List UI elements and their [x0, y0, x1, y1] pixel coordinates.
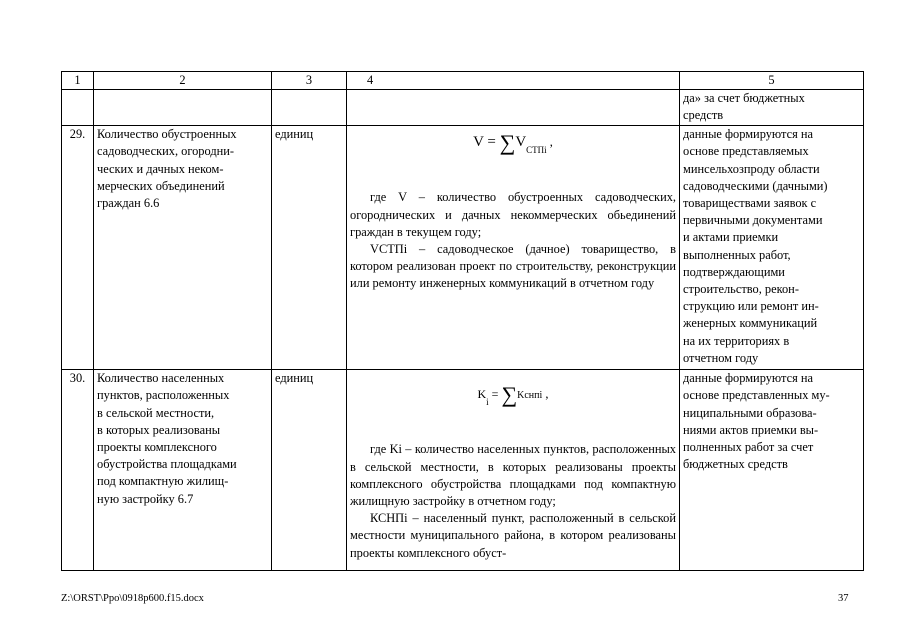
- indicator-name: Количество обустроенных садоводческих, огородни- ческих и дачных неком- мерческих объединений граждан 6.6: [94, 126, 272, 370]
- table-row-continued: [62, 90, 864, 126]
- col-1-header: 1: [62, 72, 94, 90]
- method-text-2: VСТПi – садоводческое (дачное) товарищество, в котором реализован проект по строительству, реконструкции или ремонту инженерных коммуникаций в отчетном году: [350, 242, 676, 291]
- source-cell: данные формируются на основе представленных му- ниципальными образова- ниями актов приемки вы- полненных работ за счет бюджетных средств: [680, 370, 864, 571]
- col-3-header: 3: [272, 72, 347, 90]
- file-path: Z:\ORST\Ppo\0918p600.f15.docx: [61, 593, 204, 604]
- indicator-name: Количество населенных пунктов, расположенных в сельской местности, в которых реализованы проекты комплексного обустройства площадками под компактную жилищ- ную застройку 6.7: [94, 370, 272, 571]
- method-cell: [347, 370, 680, 571]
- col-4-header: 4: [347, 72, 680, 90]
- col-2-header: 2: [94, 72, 272, 90]
- method-cell: [347, 126, 680, 370]
- method-text-1: где V – количество обустроенных садоводческих, огороднических и дачных некоммерческих обьединений граждан в текущем году;: [350, 190, 676, 239]
- source-cell: данные формируются на основе представляемых минсельхозпроду области садоводческими (дачными) товариществами заявок с первичными документами и актами приемки выполненных работ, подтверждающими строительство, рекон- струкцию или ремонт ин- женерных коммуникаций на их территориях в отчетном году: [680, 126, 864, 370]
- unit-cell: единиц: [272, 126, 347, 370]
- source-cell: да» за счет бюджетных средств: [680, 90, 864, 126]
- formula: $V = \sum V_{СТПi}$ ,: [473, 130, 553, 156]
- row-number: 30.: [62, 370, 94, 571]
- col-5-header: 5: [680, 72, 864, 90]
- header-row: [62, 72, 864, 90]
- table-row-30: [62, 370, 864, 571]
- sum-symbol: ∑: [499, 130, 516, 156]
- method-text-2: КСНПi – населенный пункт, расположенный в сельской местности муниципального района, в котором реализованы проекты комплексного обуст-: [350, 511, 676, 560]
- unit-cell: единиц: [272, 370, 347, 571]
- method-text-1: где Ki – количество населенных пунктов, расположенных в сельской местности, в которых реализованы проекты комплексного обустройства площадками под компактную жилищную застройку в отчетном году;: [350, 442, 676, 509]
- sum-symbol: ∑: [501, 382, 518, 408]
- page-number: 37: [838, 593, 849, 604]
- indicators-table: [61, 71, 864, 571]
- row-number: 29.: [62, 126, 94, 370]
- table-row-29: [62, 126, 864, 370]
- formula: $K_i$ = ∑Kснпi ,: [477, 382, 549, 408]
